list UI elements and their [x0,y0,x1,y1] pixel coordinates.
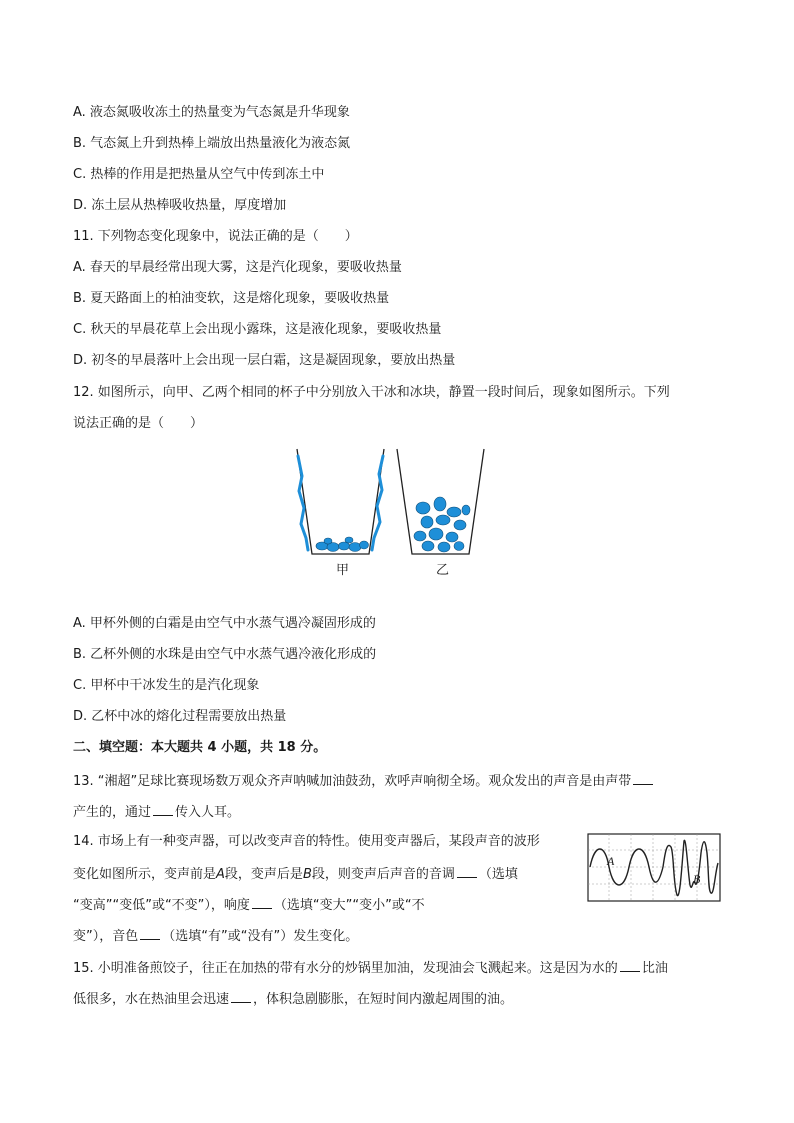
ice-cubes [414,497,470,552]
q14-line4 [73,927,358,945]
q14-text-c: 段，则变声后声音的音调 [311,867,455,882]
q15-text-c: 低很多，水在热油里会迅速 [73,992,230,1007]
q12-option-b: B. 乙杯外侧的水珠是由空气中水蒸气遇冷液化形成的 [73,647,377,662]
frost-right-wall [372,456,383,550]
cup-label-jia: 甲 [336,563,350,578]
q15-text-d: ，体积急剧膨胀，在短时间内激起周围的油。 [253,992,514,1007]
q10-option-b: B. 气态氮上升到热棒上端放出热量液化为液态氮 [73,136,351,151]
cup-yi [397,449,484,578]
q10-option-a: A. 液态氮吸收冻土的热量变为气态氮是升华现象 [73,105,350,120]
q14-blank-3 [140,927,160,940]
q12-cups-figure [292,446,492,581]
q10-option-c: C. 热棒的作用是把热量从空气中传到冻土中 [73,167,325,182]
q14-text-e: “变高”“变低”或“不变”），响度 [73,898,250,913]
q11-option-b: B. 夏天路面上的柏油变软，这是熔化现象，要吸收热量 [73,291,390,306]
frost-left-wall [298,456,308,550]
q14-text-a: 变化如图所示，变声前是 [73,867,217,882]
q14-text-b: 段，变声后是 [224,867,303,882]
q14-text-h: （选填“有”或“没有”）发生变化。 [162,929,359,944]
q13-text-2: 产生的，通过 [73,805,152,820]
q14-line2 [73,865,518,883]
q13-text-1: 13. “湘超”足球比赛现场数万观众齐声呐喊加油鼓劲，欢呼声响彻全场。观众发出的声音是由声带 [73,774,632,789]
q14-segment-a: A [216,867,225,882]
q14-blank-2 [252,896,272,909]
q14-text-g: 变”），音色 [73,929,139,944]
q12-stem-line1: 12. 如图所示，向甲、乙两个相同的杯子中分别放入干冰和冰块，静置一段时间后，现象如图所示。下列 [73,385,670,400]
cup-jia [297,449,384,578]
q13-line2 [73,803,240,821]
q15-text-b: 比油 [641,961,668,976]
q12-option-c: C. 甲杯中干冰发生的是汽化现象 [73,678,260,693]
q11-stem: 11. 下列物态变化现象中，说法正确的是（ ） [73,229,358,244]
waveform-label-a: A [607,854,615,868]
q11-option-c: C. 秋天的早晨花草上会出现小露珠，这是液化现象，要吸收热量 [73,322,442,337]
q14-line1: 14. 市场上有一种变声器，可以改变声音的特性。使用变声器后，某段声音的波形 [73,834,540,849]
q15-blank-2 [231,990,251,1003]
q13-text-3: 传入人耳。 [175,805,241,820]
waveform-label-b: B [693,872,701,886]
dry-ice-pieces [316,537,369,552]
q15-blank-1 [620,959,640,972]
q11-option-a: A. 春天的早晨经常出现大雾，这是汽化现象，要吸收热量 [73,260,402,275]
q12-option-a: A. 甲杯外侧的白霜是由空气中水蒸气遇冷凝固形成的 [73,616,376,631]
q14-waveform-figure [587,833,721,903]
q10-option-d: D. 冻土层从热棒吸收热量，厚度增加 [73,198,287,213]
q15-text-a: 15. 小明准备煎饺子，往正在加热的带有水分的炒锅里加油，发现油会飞溅起来。这是因为水的 [73,961,618,976]
q14-segment-b: B [302,867,312,882]
q15-line2 [73,990,513,1008]
q13-blank-2 [153,803,173,816]
q14-blank-1 [457,865,477,878]
q12-stem-line2: 说法正确的是（ ） [73,416,204,431]
section-heading: 二、填空题：本大题共 4 小题，共 18 分。 [73,740,327,755]
q13-blank-1 [633,772,653,785]
q14-line3 [73,896,425,914]
q13-line1 [73,772,655,790]
cup-label-yi: 乙 [436,563,450,578]
q14-text-f: （选填“变大”“变小”或“不 [273,898,425,913]
q14-text-d: （选填 [478,867,518,882]
q15-line1 [73,959,668,977]
q12-option-d: D. 乙杯中冰的熔化过程需要放出热量 [73,709,287,724]
q11-option-d: D. 初冬的早晨落叶上会出现一层白霜，这是凝固现象，要放出热量 [73,353,456,368]
